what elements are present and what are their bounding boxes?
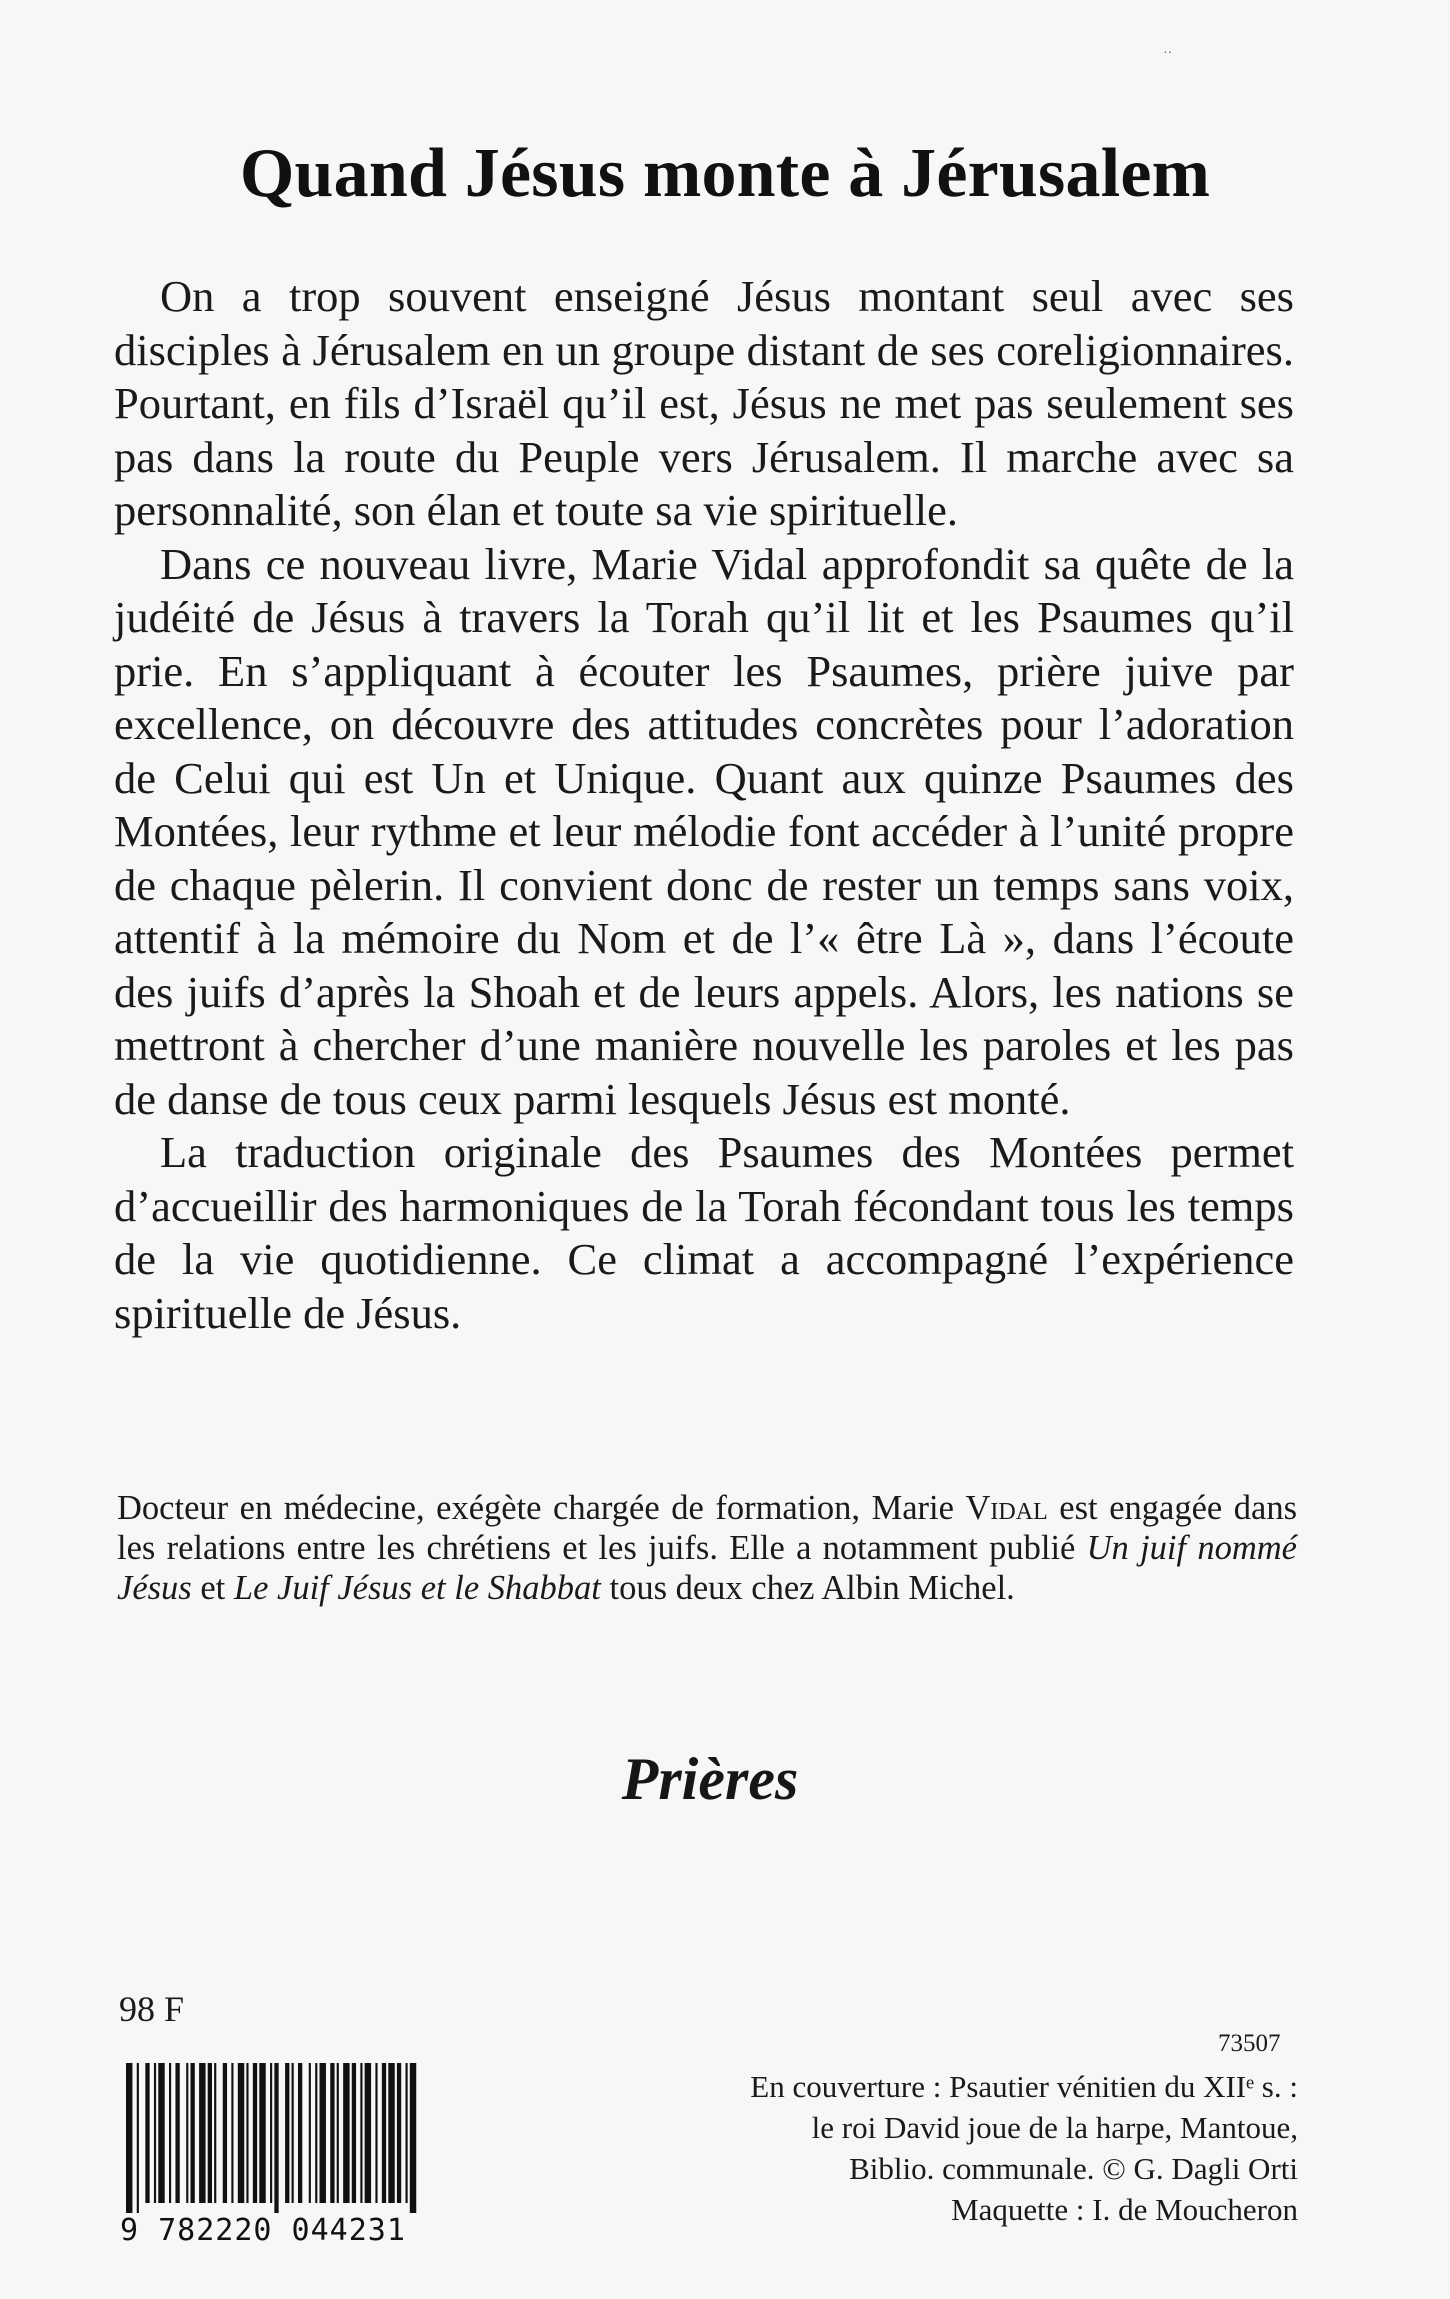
barcode-bar <box>410 2063 416 2213</box>
barcode-bar <box>285 2063 289 2203</box>
barcode-bar <box>246 2063 248 2203</box>
barcode-bar <box>343 2063 349 2203</box>
barcode-bar <box>137 2063 139 2213</box>
barcode-bar <box>397 2063 401 2203</box>
barcode-bar <box>360 2063 362 2203</box>
book-title: Quand Jésus monte à Jérusalem <box>239 134 1211 212</box>
barcode-bar <box>145 2063 149 2203</box>
barcode-bar <box>259 2063 265 2203</box>
barcode-bar <box>315 2063 317 2203</box>
blurb-paragraph: Dans ce nouveau livre, Marie Vidal approfondit sa quête de la judéité de Jésus à travers la Torah qu’il lit et les Psaumes qu’il prie. En s’appliquant à écouter les Psaumes, prière juive par excellence, on découvre des attitudes concrètes pour l’adoration de Celui qui est Un et Unique. Quant aux quinze Psaumes des Montées, leur rythme et leur mélodie font accéder à l’unité propre de chaque pèlerin. Il convient donc de rester un temps sans voix, attentif à la mémoire du Nom et de l’« être Là », dans l’écoute des juifs d’après la Shoah et de leurs appels. Alors, les nations se mettront à chercher d’une manière nouvelle les paroles et les pas de danse de tous ceux parmi lesquels Jésus est monté. <box>114 538 1294 1124</box>
author-bio <box>117 1488 1297 1608</box>
scan-speck: ·· <box>1163 46 1173 61</box>
bio-text: Docteur en médecine, exégète chargée de formation, Marie <box>117 1489 966 1527</box>
barcode-bar <box>214 2063 216 2203</box>
barcode-bar <box>169 2063 171 2203</box>
barcode-bar <box>231 2063 233 2203</box>
barcode <box>118 2063 468 2233</box>
barcode-bar <box>320 2063 326 2203</box>
barcode-bar <box>158 2063 164 2203</box>
barcode-bar <box>337 2063 339 2203</box>
barcode-bar <box>126 2063 132 2213</box>
barcode-bar <box>199 2063 205 2203</box>
barcode-number: 9 782220 044231 <box>120 2213 406 2248</box>
barcode-bar <box>270 2063 272 2203</box>
barcode-bar <box>375 2063 377 2203</box>
barcode-bar <box>298 2063 302 2203</box>
barcode-bar <box>292 2063 294 2203</box>
bio-text: et <box>191 1569 234 1607</box>
blurb-paragraph: On a trop souvent enseigné Jésus montant seul avec ses disciples à Jérusalem en un groupe distant de ses coreligionnaires. Pourtant, en fils d’Israël qu’il est, Jésus ne met pas seulement ses pas dans la route du Peuple vers Jérusalem. Il marche avec sa personnalité, son élan et toute sa vie spirituelle. <box>114 271 1294 535</box>
barcode-bar <box>223 2063 227 2203</box>
barcode-bar <box>406 2063 408 2203</box>
book-reference: Un juif nommé Jésus <box>117 1529 1297 1607</box>
catalog-code: 73507 <box>1218 2030 1281 2057</box>
credit-line: Maquette : I. de Moucheron <box>951 2192 1298 2227</box>
barcode-bar <box>365 2063 371 2203</box>
credit-line: En couverture : Psautier vénitien du XIIᵉ s. : <box>750 2069 1298 2104</box>
author-surname: Vidal <box>965 1489 1048 1527</box>
barcode-bar <box>238 2063 244 2203</box>
collection-name: Prières <box>621 1746 799 1812</box>
barcode-bar <box>253 2063 257 2203</box>
barcode-bar <box>330 2063 334 2203</box>
barcode-graphic <box>118 2063 468 2213</box>
barcode-bar <box>175 2063 179 2203</box>
barcode-bar <box>154 2063 156 2203</box>
blurb <box>114 270 1294 1340</box>
bio-text: est engagée dans les relations entre les chrétiens et les juifs. Elle a notamment publié <box>117 1489 1297 1567</box>
barcode-bar <box>208 2063 212 2203</box>
barcode-bar <box>309 2063 311 2203</box>
barcode-bar <box>382 2063 386 2203</box>
barcode-bar <box>352 2063 356 2203</box>
barcode-bar <box>191 2063 195 2203</box>
blurb-paragraph: La traduction originale des Psaumes des Montées permet d’accueillir des harmoniques de la Torah fécondant tous les temps de la vie quotidienne. Ce climat a accompagné l’expérience spirituelle de Jésus. <box>114 1127 1294 1338</box>
cover-credits <box>598 2066 1298 2230</box>
barcode-bar <box>274 2063 278 2213</box>
credit-line: le roi David joue de la harpe, Mantoue, <box>811 2110 1298 2145</box>
barcode-bar <box>388 2063 394 2203</box>
book-reference: Le Juif Jésus et le Shabbat <box>233 1569 601 1607</box>
bio-text: tous deux chez Albin Michel. <box>600 1569 1015 1607</box>
barcode-bar <box>186 2063 188 2203</box>
credit-line: Biblio. communale. © G. Dagli Orti <box>849 2151 1298 2186</box>
price: 98 F <box>119 1989 185 2029</box>
